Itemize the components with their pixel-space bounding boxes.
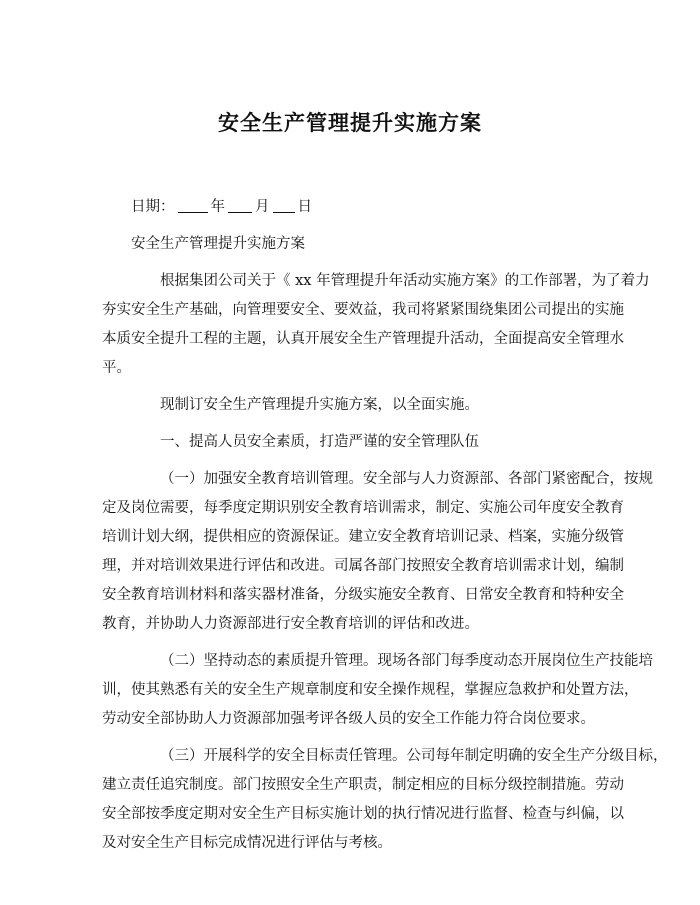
paragraph [102,465,653,639]
document-title: 安全生产管理提升实施方案 [218,110,482,135]
paragraph-line: （三）开展科学的安全目标责任管理。公司每年制定明确的安全生产分级目标， [160,748,668,764]
paragraph [131,428,606,457]
document-body [102,193,668,866]
paragraph-line: 理，并对培训效果进行评估和改进。司属各部门按照安全教育培训需求计划，编制 [102,558,624,574]
day-blank [273,196,295,213]
day-label: 日 [297,199,312,215]
date-line [131,193,606,222]
paragraph-line: （二）坚持动态的素质提升管理。现场各部门每季度动态开展岗位生产技能培 [160,653,653,669]
paragraph [102,647,653,734]
paragraph-line: 训，使其熟悉有关的安全生产规章制度和安全操作规程，掌握应急救护和处置方法， [102,682,639,698]
paragraph-line: 及对安全生产目标完成情况进行评估与考核。 [102,835,392,851]
paragraph-line: 建立责任追究制度。部门按照安全生产职责，制定相应的目标分级控制措施。劳动 [102,777,624,793]
paragraph-line: 一、提高人员安全素质，打造严谨的安全管理队伍 [160,434,479,450]
month-label: 月 [255,199,270,215]
paragraph [102,267,650,383]
year-blank [178,196,208,213]
paragraph-line: 安全教育培训材料和落实器材准备，分级实施安全教育、日常安全教育和特种安全 [102,587,624,603]
paragraph-line: 定及岗位需要，每季度定期识别安全教育培训需求，制定、实施公司年度安全教育 [102,500,624,516]
paragraph-list [102,267,668,858]
paragraph [131,391,606,420]
paragraph-line: 夯实安全生产基础，向管理要安全、要效益，我司将紧紧围绕集团公司提出的实施 [102,302,624,318]
date-label: 日期： [131,199,175,215]
paragraph-line: 根据集团公司关于《 xx 年管理提升年活动实施方案》的工作部署，为了着力 [160,273,650,289]
month-blank [228,196,252,213]
paragraph-line: 安全部按季度定期对安全生产目标实施计划的执行情况进行监督、检查与纠偏，以 [102,806,624,822]
paragraph-line: 本质安全提升工程的主题，认真开展安全生产管理提升活动，全面提高安全管理水 [102,331,624,347]
paragraph-line: （一）加强安全教育培训管理。安全部与人力资源部、各部门紧密配合，按规 [160,471,653,487]
year-label: 年 [210,199,225,215]
subtitle: 安全生产管理提升实施方案 [131,236,305,252]
paragraph [102,742,668,858]
paragraph-line: 现制订安全生产管理提升实施方案，以全面实施。 [160,397,479,413]
paragraph-line: 劳动安全部协助人力资源部加强考评各级人员的安全工作能力符合岗位要求。 [102,711,595,727]
paragraph-line: 教育，并协助人力资源部进行安全教育培训的评估和改进。 [102,616,479,632]
paragraph-line: 培训计划大纲，提供相应的资源保证。建立安全教育培训记录、档案，实施分级管 [102,529,624,545]
paragraph-line: 平。 [102,360,131,376]
